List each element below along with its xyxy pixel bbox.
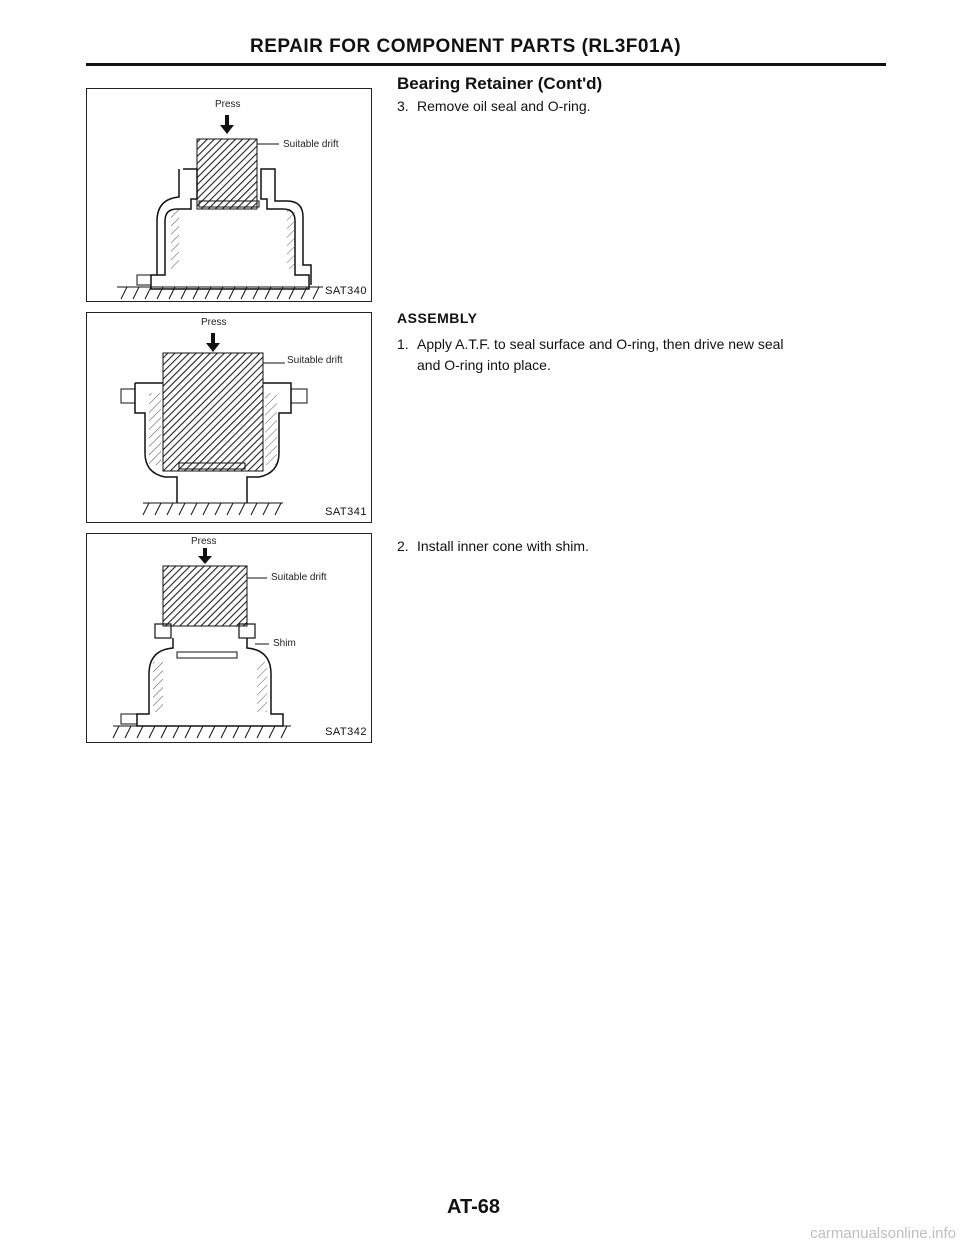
- page-header-title: REPAIR FOR COMPONENT PARTS (RL3F01A): [250, 36, 682, 57]
- header-rule: [86, 63, 886, 66]
- press-label: Press: [191, 536, 217, 547]
- step-number: 3.: [397, 98, 409, 114]
- figure-sat341-drawing: [87, 313, 371, 522]
- figure-code: SAT340: [325, 285, 367, 297]
- step-text: Remove oil seal and O-ring.: [417, 98, 591, 114]
- assembly-step-2: [397, 536, 887, 557]
- figure-sat342-drawing: [87, 534, 371, 742]
- figure-code: SAT341: [325, 506, 367, 518]
- page-number: AT-68: [447, 1196, 500, 1218]
- figure-sat340: [86, 88, 372, 302]
- drift-label: Suitable drift: [287, 355, 343, 366]
- watermark: carmanualsonline.info: [810, 1225, 956, 1242]
- press-label: Press: [215, 99, 241, 110]
- figure-sat342: [86, 533, 372, 743]
- step-3: [397, 96, 887, 117]
- step-number: 1.: [397, 336, 409, 352]
- figure-code: SAT342: [325, 726, 367, 738]
- step-number: 2.: [397, 538, 409, 554]
- drift-label: Suitable drift: [283, 139, 339, 150]
- step-text-line2: and O-ring into place.: [417, 357, 551, 373]
- press-label: Press: [201, 317, 227, 328]
- shim-label: Shim: [273, 638, 296, 649]
- figure-sat340-drawing: [87, 89, 371, 301]
- figure-sat341: [86, 312, 372, 523]
- drift-label: Suitable drift: [271, 572, 327, 583]
- section-title: Bearing Retainer (Cont'd): [397, 74, 603, 93]
- step-text: Install inner cone with shim.: [417, 538, 589, 554]
- assembly-step-1: [397, 334, 887, 376]
- assembly-heading: ASSEMBLY: [397, 310, 478, 326]
- step-text-line1: Apply A.T.F. to seal surface and O-ring, then drive new seal: [417, 336, 784, 352]
